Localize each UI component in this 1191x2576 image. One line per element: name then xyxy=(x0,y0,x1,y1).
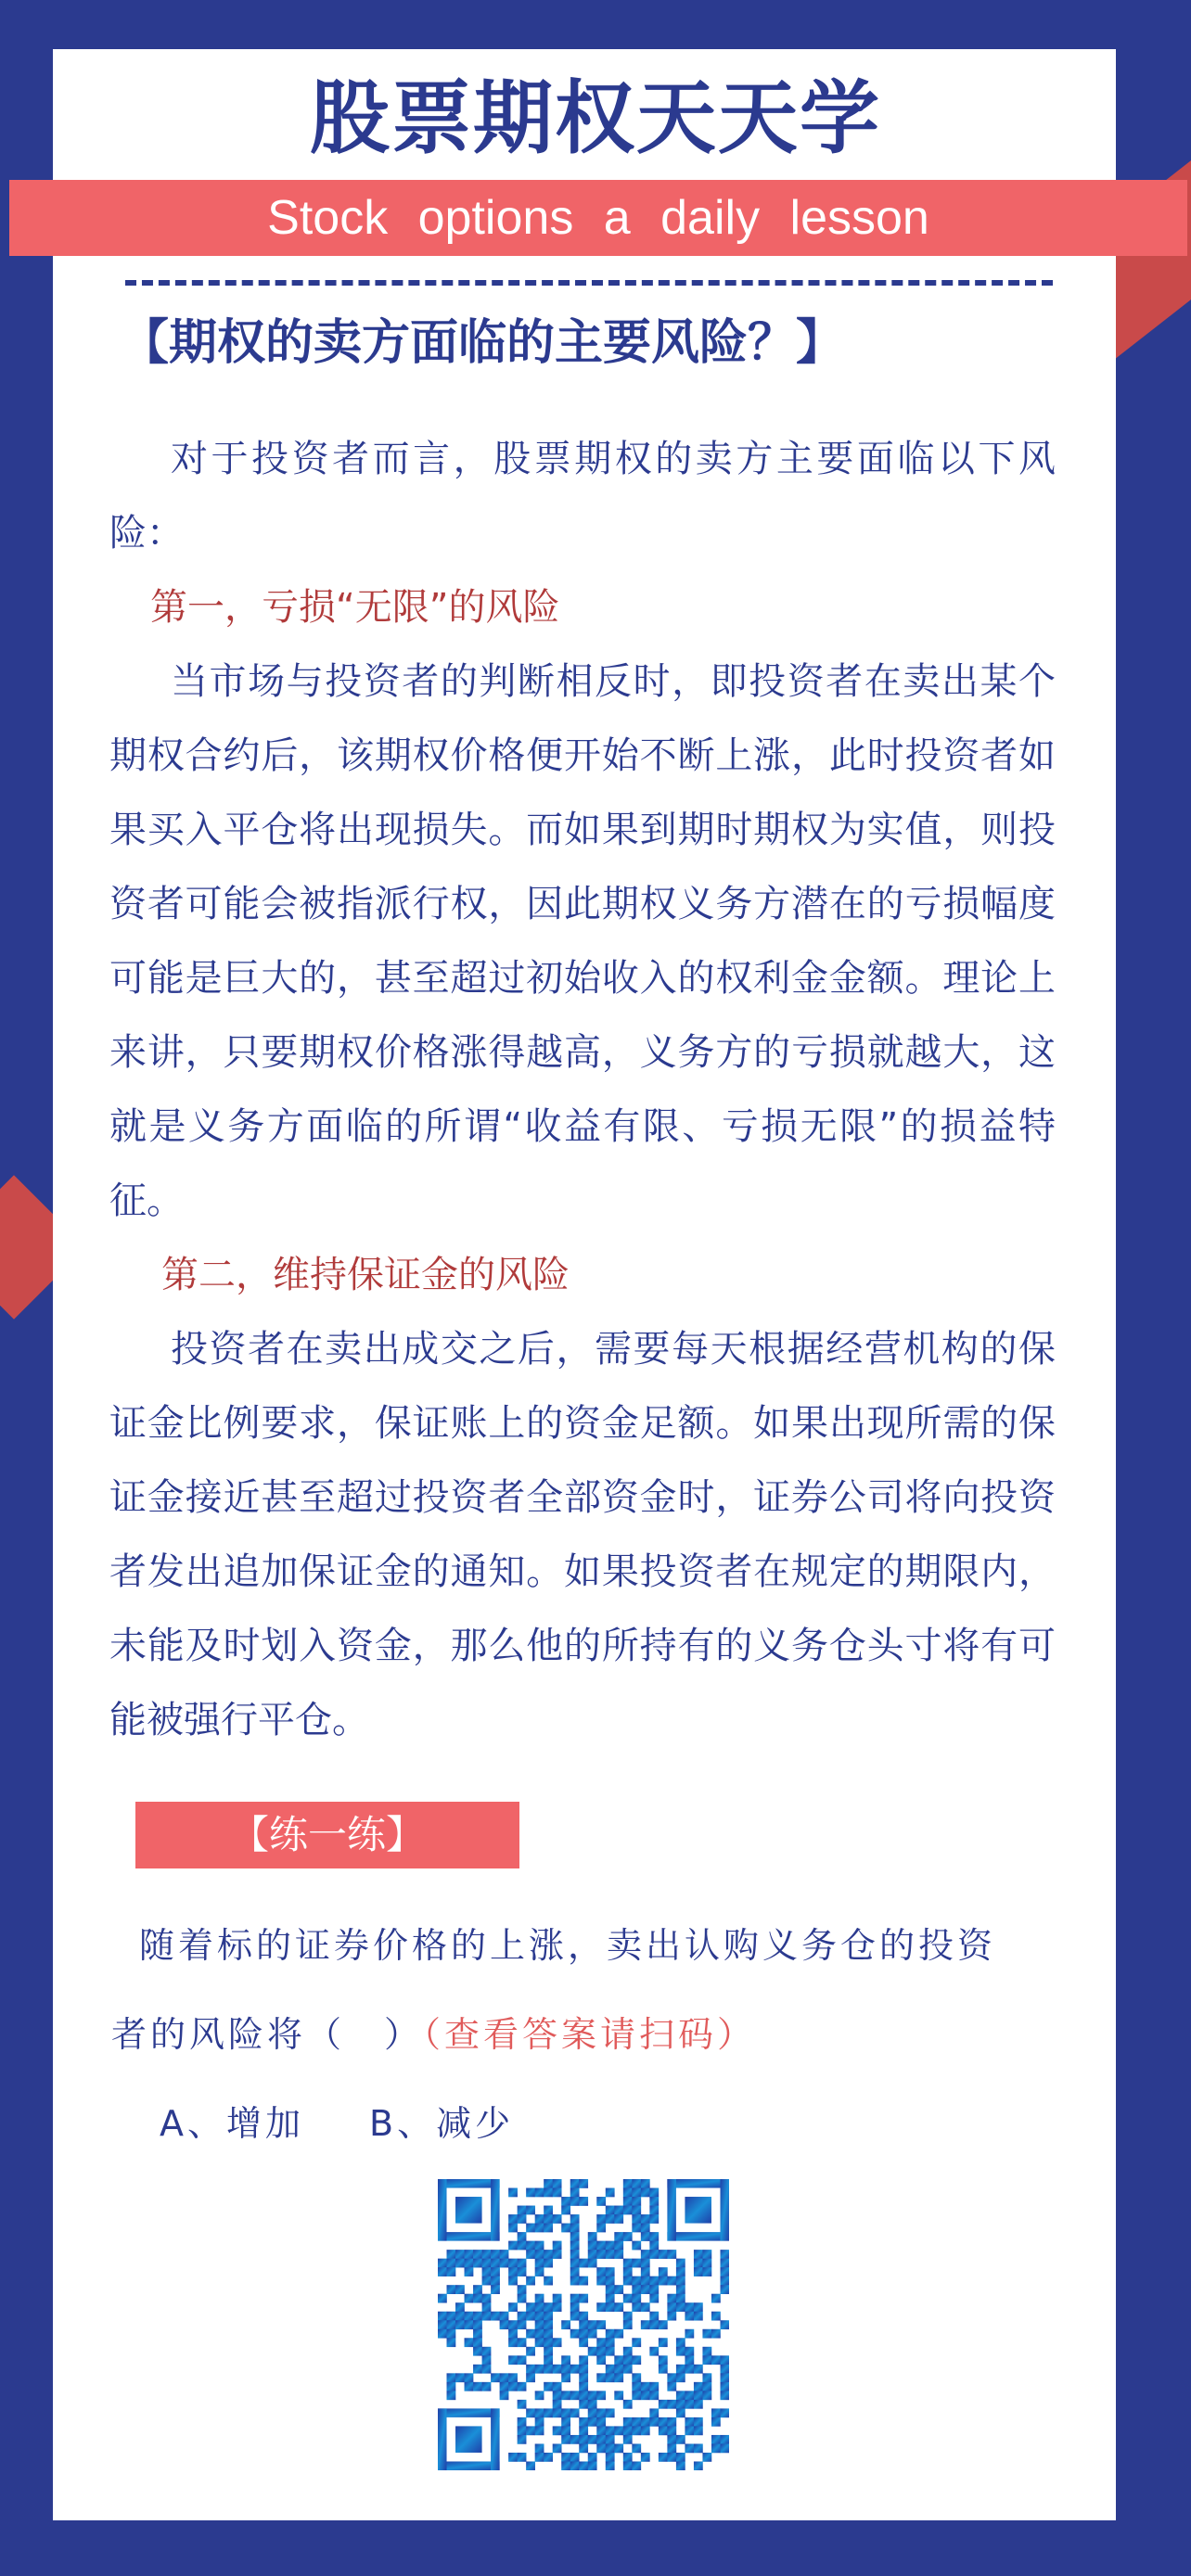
answer-options xyxy=(111,2079,1067,2168)
page-title: 股票期权天天学 xyxy=(310,72,881,165)
practice-tag: 【练一练】 xyxy=(135,1802,519,1868)
section-2-title: 第二，维持保证金的风险 xyxy=(161,1254,570,1296)
qr-code-icon[interactable] xyxy=(438,2179,729,2470)
section-1-body: 当市场与投资者的判断相反时，即投资者在卖出某个期权合约后，该期权价格便开始不断上涨，此时投资者如果买入平仓将出现损失。而如果到期时期权为实值，则投资者可能会被指派行权，因此期权义务方潜在的亏损幅度可能是巨大的，甚至超过初始收入的权利金金额。理论上来讲，只要期权价格涨得越高，义务方的亏损就越大，这就是义务方面临的所谓“收益有限、亏损无限”的损益特征。 xyxy=(109,660,1056,1222)
question-line-2 xyxy=(111,1990,1067,2079)
article-heading: 【期权的卖方面临的主要风险？】 xyxy=(121,315,845,371)
question-line-1: 随着标的证券价格的上涨，卖出认购义务仓的投资 xyxy=(139,1925,997,1966)
option-b[interactable]: B、减少 xyxy=(369,2103,515,2144)
subtitle-banner: Stock options a daily lesson xyxy=(9,180,1187,256)
intro-paragraph: 对于投资者而言，股票期权的卖方主要面临以下风险： xyxy=(109,438,1056,555)
section-1-title: 第一，亏损“无限”的风险 xyxy=(150,586,560,629)
answer-hint: （查看答案请扫码） xyxy=(423,2014,757,2055)
article-body xyxy=(109,422,1056,1757)
question-text: 者的风险将（ ） xyxy=(111,2014,424,2055)
option-a[interactable]: A、增加 xyxy=(160,2103,304,2144)
section-2-body: 投资者在卖出成交之后，需要每天根据经营机构的保证金比例要求，保证账上的资金足额。如果出现所需的保证金接近甚至超过投资者全部资金时，证券公司将向投资者发出追加保证金的通知。如果投资者在规定的期限内，未能及时划入资金，那么他的所持有的义务仓头寸将有可能被强行平仓。 xyxy=(109,1328,1056,1741)
dashed-divider xyxy=(125,280,1053,286)
practice-question xyxy=(111,1901,1067,2168)
